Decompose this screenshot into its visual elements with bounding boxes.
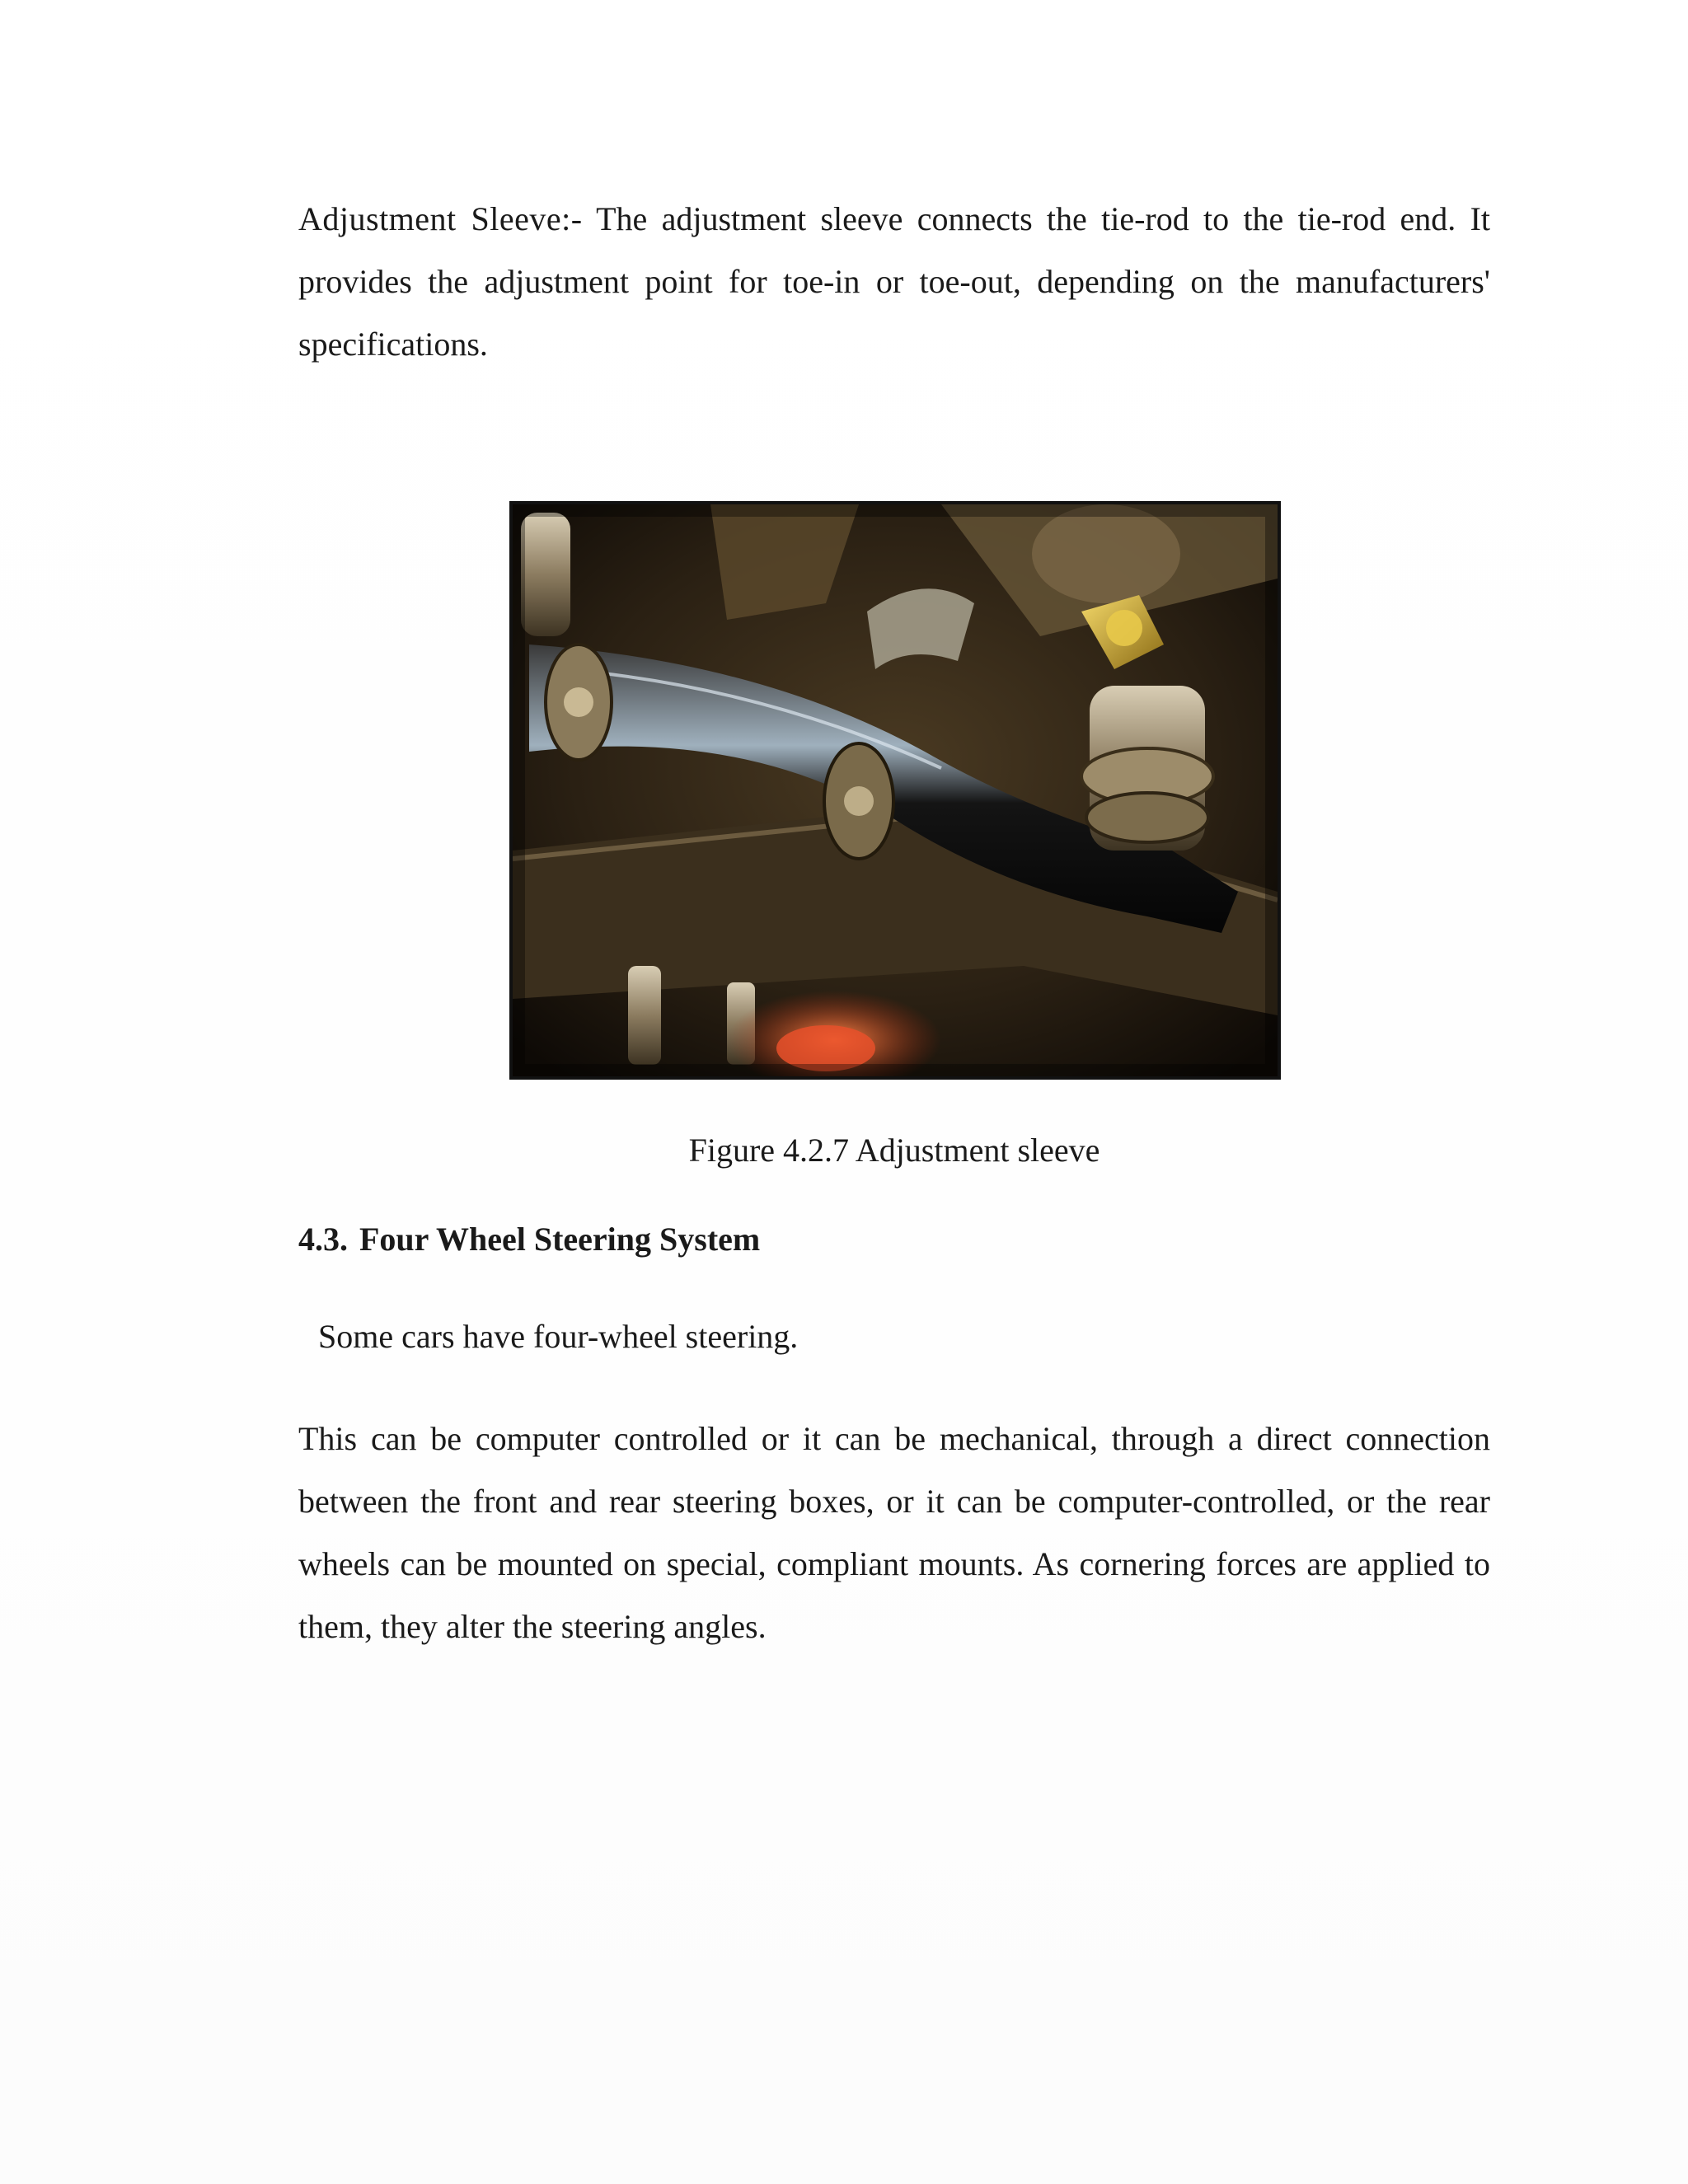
upper-housing [1032, 504, 1180, 603]
section-heading [298, 1216, 760, 1263]
section-title: Four Wheel Steering System [359, 1221, 761, 1258]
clamp-bolt-left [564, 687, 593, 717]
ball-joint-boot-lower [1086, 793, 1208, 842]
four-wheel-steering-paragraph: This can be computer controlled or it can be mechanical, through a direct connection between the front and rear steering boxes, or it can be computer-controlled, or the rear wheels can be mounted on special, compliant mounts. As cornering forces are applied to them, they alter the steering angles. [298, 1420, 1490, 1645]
lower-bolt-1 [628, 966, 661, 1065]
adjustment-sleeve-text: The adjustment sleeve connects the tie-rod to the tie-rod end. It provides the adjustment point for toe-in or toe-out, depending on the manufacturers' specifications. [298, 200, 1491, 363]
adjustment-sleeve-paragraph [298, 188, 1490, 376]
grease-fitting-cap [1106, 610, 1142, 646]
left-bolt [521, 513, 570, 636]
intro-sentence: Some cars have four-wheel steering. [318, 1318, 799, 1355]
figure-caption: Figure 4.2.7 Adjustment sleeve [688, 1132, 1100, 1169]
section-number: 4.3. [298, 1221, 348, 1258]
adjustment-sleeve-photo [509, 501, 1281, 1080]
clamp-bolt-right [844, 786, 874, 816]
adjustment-sleeve-term: Adjustment Sleeve:- [298, 200, 583, 237]
photo-illustration [513, 504, 1278, 1076]
